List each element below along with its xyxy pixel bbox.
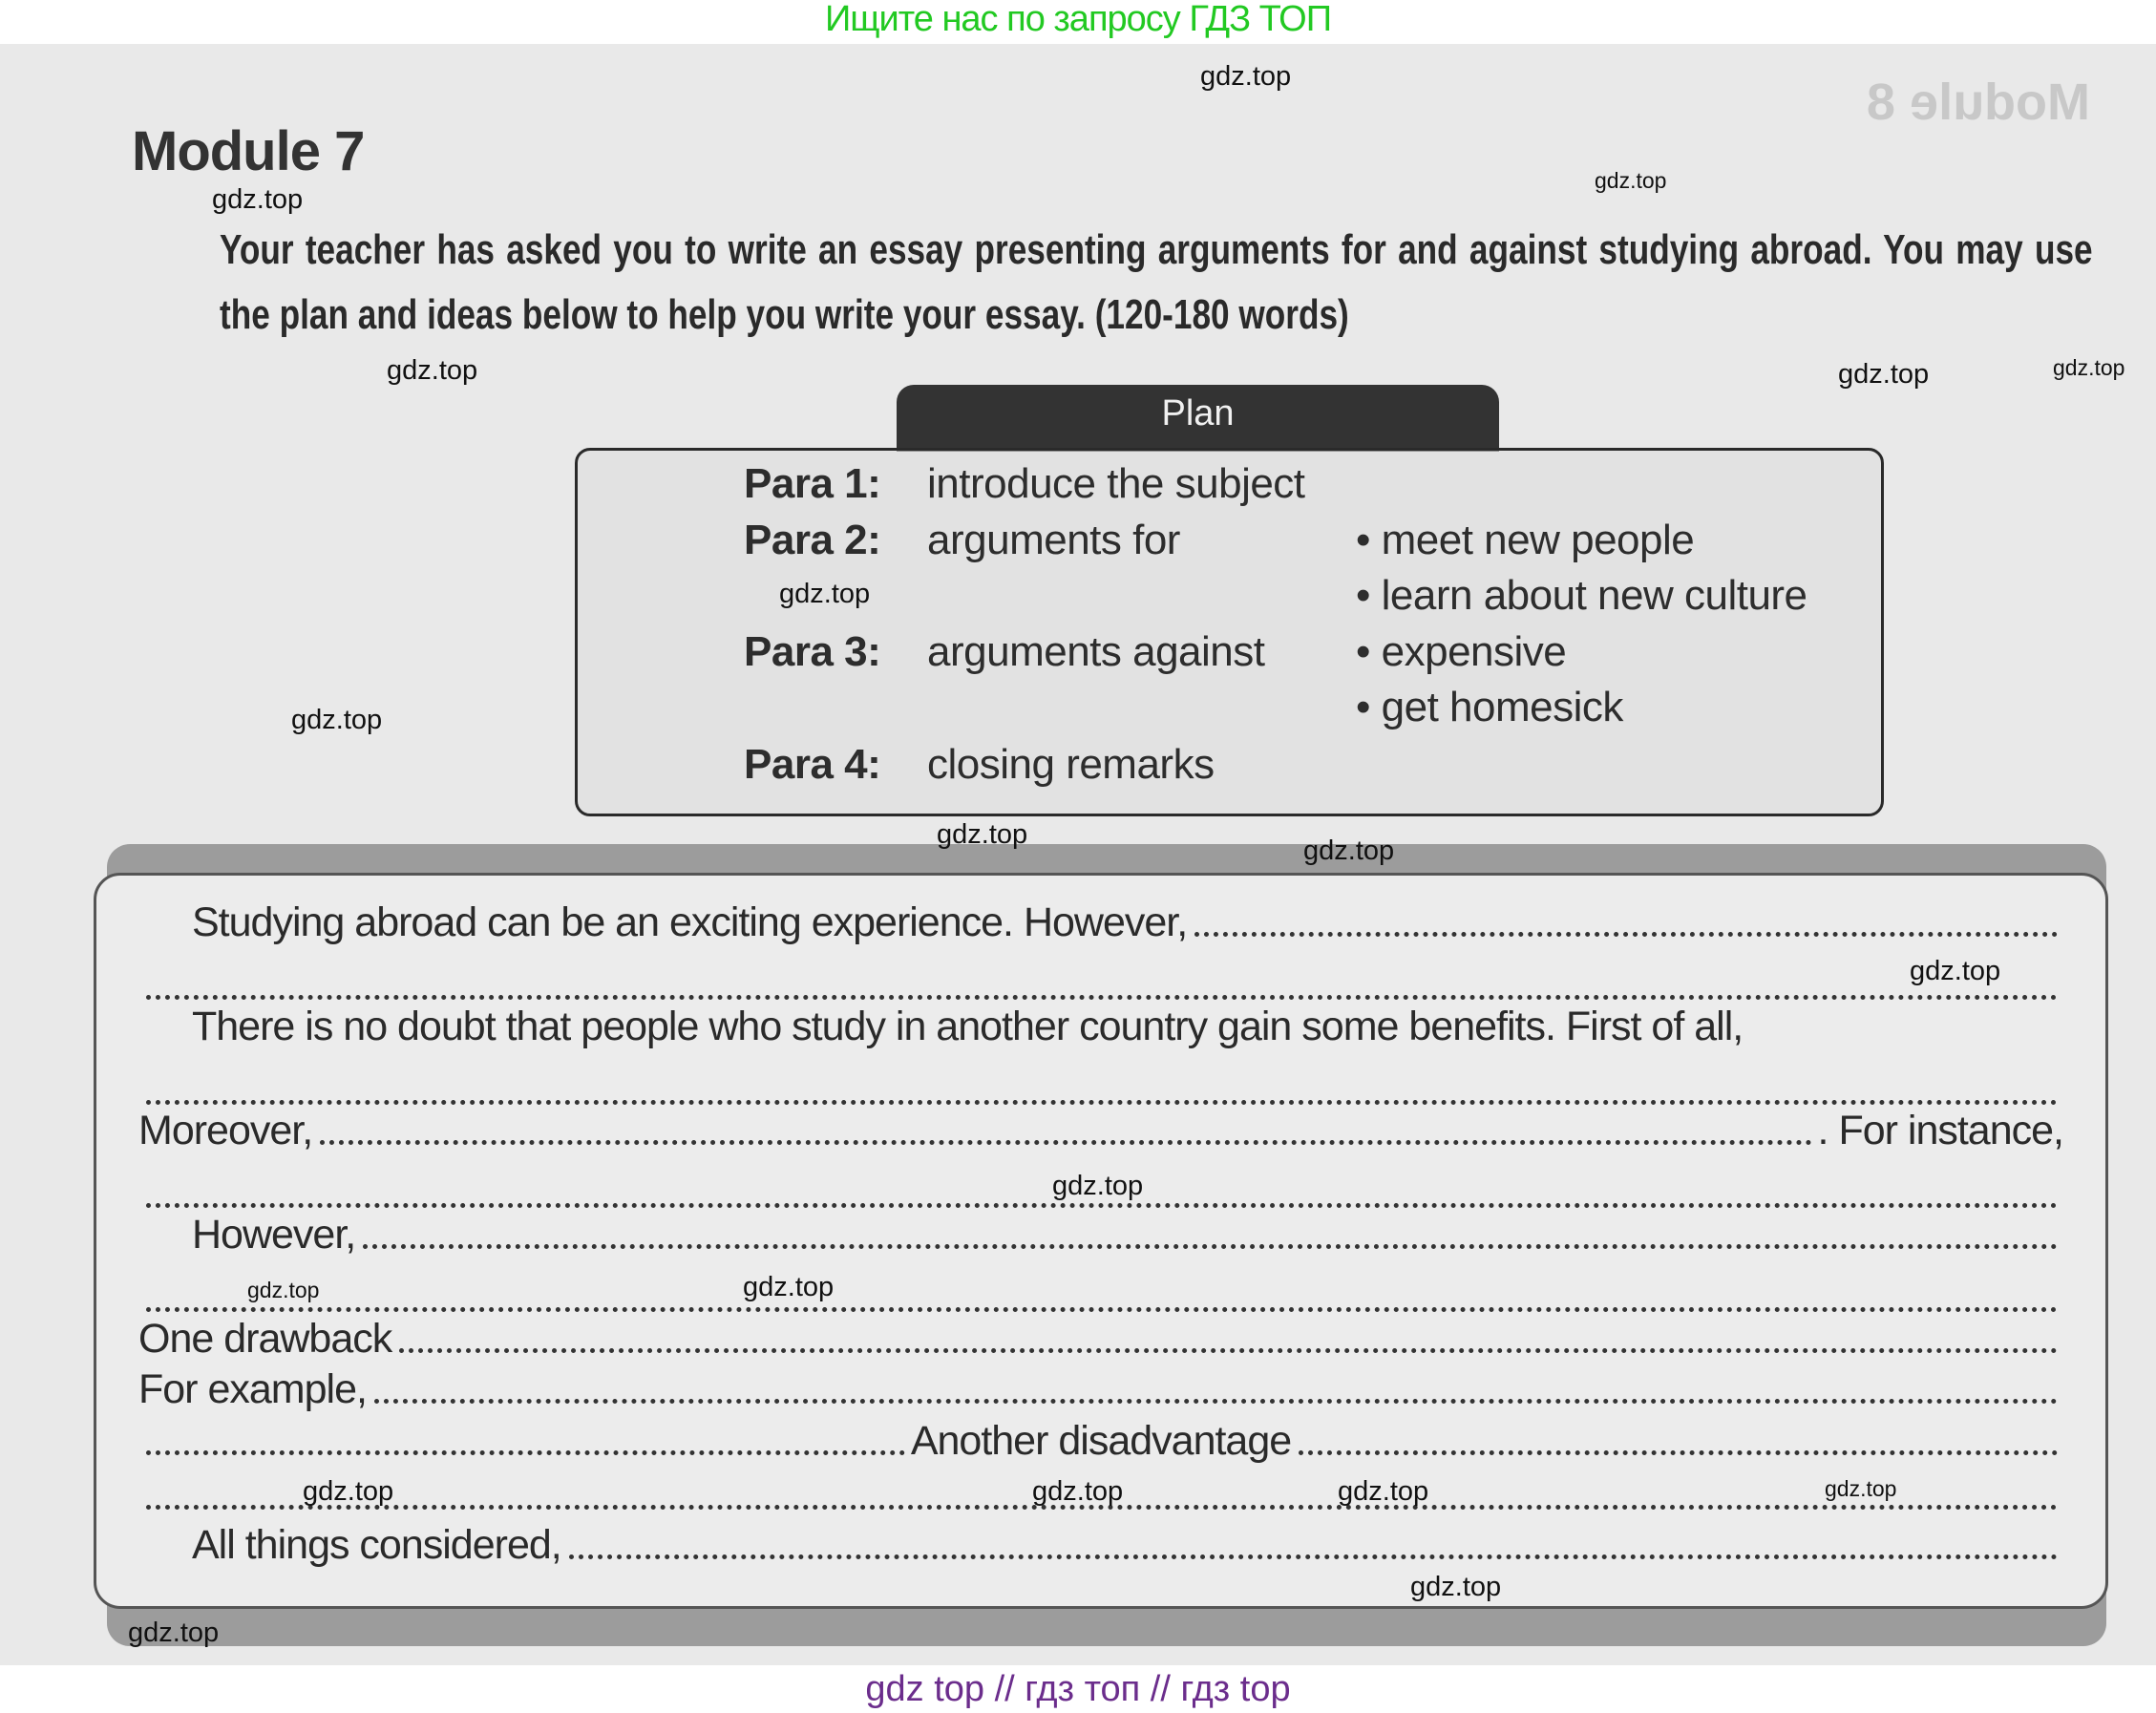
- watermark: gdz.top: [1303, 835, 1395, 866]
- essay-prompt: One drawback: [138, 1316, 392, 1362]
- watermark: gdz.top: [291, 705, 383, 735]
- essay-prompt: Moreover,: [138, 1108, 313, 1153]
- watermark: gdz.top: [1910, 956, 2001, 986]
- watermark: gdz.top: [387, 355, 478, 386]
- blank[interactable]: [374, 1399, 2058, 1404]
- essay-prompt: For example,: [138, 1366, 367, 1412]
- essay-prompt: Another disadvantage: [910, 1418, 1292, 1464]
- idea-item: • expensive: [1356, 628, 1567, 675]
- blank[interactable]: [1194, 932, 2058, 937]
- essay-prompt: There is no doubt that people who study in another country gain some benefits. First of all,: [192, 1004, 1744, 1049]
- essay-line[interactable]: [192, 895, 2063, 946]
- essay-line[interactable]: [192, 1207, 2063, 1258]
- idea-item: • learn about new culture: [1356, 572, 1807, 619]
- blank[interactable]: [1299, 1450, 2058, 1455]
- essay-line[interactable]: [192, 999, 2063, 1050]
- watermark: gdz.top: [937, 819, 1028, 850]
- watermark: gdz.top: [1838, 359, 1930, 390]
- idea-item: • get homesick: [1356, 684, 1623, 730]
- essay-line[interactable]: [192, 1517, 2063, 1569]
- blank[interactable]: [320, 1140, 1811, 1145]
- para-text: arguments for: [927, 517, 1180, 563]
- blank[interactable]: [146, 1450, 905, 1455]
- watermark: gdz.top: [212, 184, 304, 215]
- textbook-page: [0, 44, 2156, 1665]
- essay-prompt: However,: [192, 1212, 356, 1258]
- para-label: Para 3:: [744, 628, 881, 675]
- ghost-module-heading: Module 8: [1867, 74, 2091, 131]
- idea-item: • meet new people: [1356, 517, 1695, 563]
- watermark: gdz.top: [247, 1278, 320, 1302]
- para-label: Para 2:: [744, 517, 881, 563]
- essay-prompt: Studying abroad can be an exciting experience. However,: [192, 899, 1188, 945]
- watermark: gdz.top: [2053, 355, 2125, 380]
- blank[interactable]: [569, 1554, 2058, 1559]
- top-banner: Ищите нас по запросу ГДЗ ТОП: [0, 0, 2156, 44]
- bottom-banner: gdz top // гдз топ // гдз top: [0, 1665, 2156, 1713]
- essay-line[interactable]: [138, 1103, 2063, 1154]
- essay-line[interactable]: [138, 1413, 2063, 1465]
- watermark: gdz.top: [1200, 61, 1292, 92]
- watermark: gdz.top: [779, 579, 871, 609]
- watermark: gdz.top: [303, 1476, 394, 1507]
- essay-line[interactable]: [138, 1362, 2063, 1413]
- watermark: gdz.top: [1825, 1476, 1897, 1501]
- watermark: gdz.top: [1338, 1476, 1429, 1507]
- watermark: gdz.top: [128, 1618, 220, 1648]
- blank[interactable]: [399, 1348, 2058, 1353]
- para-text: closing remarks: [927, 741, 1215, 788]
- task-instructions: Your teacher has asked you to write an essay presenting arguments for and against studying abroad. You may use the plan and ideas below to help you write your essay. (120-180 words): [220, 226, 2093, 338]
- essay-prompt: . For instance,: [1817, 1108, 2063, 1153]
- module-title: Module 7: [132, 120, 365, 182]
- para-text: introduce the subject: [927, 460, 1305, 507]
- essay-line[interactable]: [138, 1311, 2063, 1363]
- para-label: Para 1:: [744, 460, 881, 507]
- plan-tab: Plan: [897, 385, 1499, 452]
- essay-prompt: All things considered,: [192, 1522, 561, 1568]
- blank[interactable]: [363, 1244, 2058, 1249]
- watermark: gdz.top: [1032, 1476, 1124, 1507]
- watermark: gdz.top: [1595, 168, 1667, 193]
- para-text: arguments against: [927, 628, 1265, 675]
- watermark: gdz.top: [743, 1272, 835, 1302]
- watermark: gdz.top: [1410, 1572, 1502, 1602]
- watermark: gdz.top: [1052, 1171, 1144, 1201]
- para-label: Para 4:: [744, 741, 881, 788]
